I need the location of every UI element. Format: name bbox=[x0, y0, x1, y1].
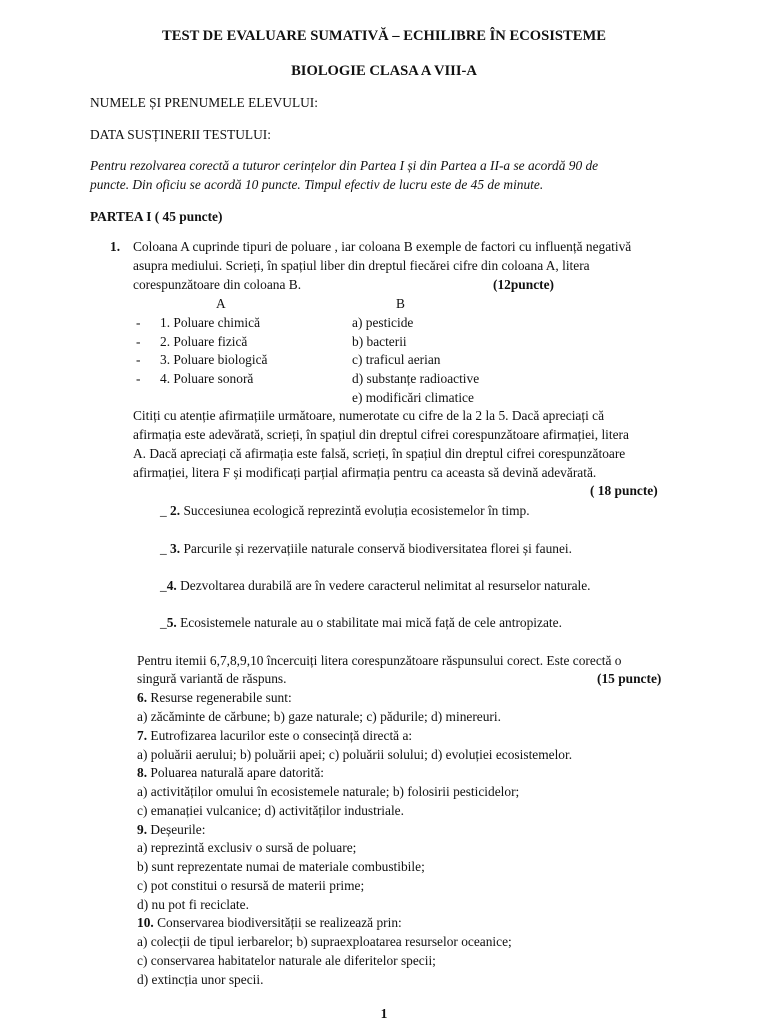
mcq-intro-line-2: singură variantă de răspuns. bbox=[137, 671, 287, 686]
column-b-item: b) bacterii bbox=[352, 334, 407, 349]
answer-blank[interactable]: _ bbox=[160, 503, 171, 518]
statement-number: 3. bbox=[170, 541, 181, 556]
question-number: 10. bbox=[137, 915, 154, 930]
item1-line-2: asupra mediului. Scrieți, în spațiul liber din dreptul fiecărei cifre din coloana A, litera bbox=[133, 258, 590, 273]
question-number: 7. bbox=[137, 728, 148, 743]
truefalse-instructions-line-4: afirmației, litera F și modificați parțial afirmația pentru ca aceasta să devină adevărată. bbox=[133, 465, 597, 480]
answer-blank[interactable]: _ bbox=[160, 615, 167, 630]
question-number: 9. bbox=[137, 822, 148, 837]
answer-options[interactable]: c) conservarea habitatelor naturale ale diferitelor specii; bbox=[137, 953, 436, 968]
question-9 bbox=[137, 821, 205, 840]
statement-text: Parcurile și rezervațiile naturale conservă biodiversitatea florei și faunei. bbox=[180, 541, 572, 556]
instructions-line-2: puncte. Din oficiu se acordă 10 puncte. Timpul efectiv de lucru este de 45 de minute. bbox=[90, 177, 544, 192]
question-6 bbox=[137, 689, 292, 708]
answer-options[interactable]: a) zăcăminte de cărbune; b) gaze naturale; c) pădurile; d) minereuri. bbox=[137, 709, 501, 724]
statement-number: 5. bbox=[166, 615, 177, 630]
column-a-dash: - bbox=[136, 371, 141, 386]
truefalse-instructions-line-3: A. Dacă apreciați că afirmația este falsă, scrieți, în spațiul din dreptul cifrei corespunzătoare bbox=[133, 446, 626, 461]
answer-blank[interactable]: _ bbox=[160, 541, 171, 556]
instructions-line-1: Pentru rezolvarea corectă a tuturor cerințelor din Partea I și din Partea a II-a se acordă 90 de bbox=[90, 158, 599, 173]
answer-blank[interactable]: _ bbox=[160, 578, 167, 593]
question-number: 6. bbox=[137, 690, 148, 705]
statement-text: Ecosistemele naturale au o stabilitate mai mică față de cele antropizate. bbox=[176, 615, 562, 630]
truefalse-statement bbox=[160, 614, 562, 633]
column-a-header: A bbox=[216, 296, 226, 311]
question-8 bbox=[137, 764, 324, 783]
statement-text: Succesiunea ecologică reprezintă evoluția ecosistemelor în timp. bbox=[180, 503, 530, 518]
answer-options[interactable]: a) poluării aerului; b) poluării apei; c) poluării solului; d) evoluției ecosistemelor. bbox=[137, 747, 573, 762]
answer-options[interactable]: c) emanației vulcanice; d) activităților industriale. bbox=[137, 803, 404, 818]
column-b-header: B bbox=[396, 296, 405, 311]
item1-line-3: corespunzătoare din coloana B. bbox=[133, 277, 302, 292]
question-text: Deșeurile: bbox=[147, 822, 206, 837]
truefalse-instructions-line-2: afirmația este adevărată, scrieți, în spațiul din dreptul cifrei corespunzătoare afirmației, litera bbox=[133, 427, 629, 442]
truefalse-statement bbox=[160, 577, 591, 596]
question-7 bbox=[137, 727, 412, 746]
column-a-dash: - bbox=[136, 352, 141, 367]
test-date-label: DATA SUSȚINERII TESTULUI: bbox=[90, 127, 271, 142]
column-b-item: a) pesticide bbox=[352, 315, 414, 330]
statement-number: 4. bbox=[166, 578, 177, 593]
truefalse-instructions-line-1: Citiți cu atenție afirmațiile următoare, numerotate cu cifre de la 2 la 5. Dacă apreciați că bbox=[133, 408, 605, 423]
column-a-dash: - bbox=[136, 315, 141, 330]
question-text: Conservarea biodiversității se realizează prin: bbox=[153, 915, 402, 930]
column-a-item: 2. Poluare fizică bbox=[160, 334, 248, 349]
column-b-item: c) traficul aerian bbox=[352, 352, 441, 367]
mcq-points: (15 puncte) bbox=[597, 671, 662, 686]
answer-options[interactable]: a) activităților omului în ecosistemele naturale; b) folosirii pesticidelor; bbox=[137, 784, 520, 799]
column-a-item: 3. Poluare biologică bbox=[160, 352, 268, 367]
column-a-item: 1. Poluare chimică bbox=[160, 315, 261, 330]
truefalse-statement bbox=[160, 502, 530, 521]
student-name-label: NUMELE ȘI PRENUMELE ELEVULUI: bbox=[90, 95, 318, 110]
question-text: Poluarea naturală apare datorită: bbox=[147, 765, 325, 780]
column-a-dash: - bbox=[136, 334, 141, 349]
page-number: 1 bbox=[380, 1006, 388, 1021]
column-b-item: e) modificări climatice bbox=[352, 390, 474, 405]
question-text: Resurse regenerabile sunt: bbox=[147, 690, 292, 705]
statement-number: 2. bbox=[170, 503, 181, 518]
mcq-intro-line-1: Pentru itemii 6,7,8,9,10 încercuiți litera corespunzătoare răspunsului corect. Este corectă o bbox=[137, 653, 622, 668]
statement-text: Dezvoltarea durabilă are în vedere caracterul nelimitat al resurselor naturale. bbox=[176, 578, 591, 593]
column-a-item: 4. Poluare sonoră bbox=[160, 371, 254, 386]
item1-number: 1. bbox=[110, 239, 121, 254]
question-10 bbox=[137, 914, 402, 933]
item1-points: (12puncte) bbox=[493, 277, 554, 292]
document-subtitle: BIOLOGIE CLASA A VIII-A bbox=[291, 63, 477, 79]
question-number: 8. bbox=[137, 765, 148, 780]
answer-option[interactable]: c) pot constitui o resursă de materii prime; bbox=[137, 878, 365, 893]
answer-option[interactable]: a) reprezintă exclusiv o sursă de poluare; bbox=[137, 840, 357, 855]
answer-options[interactable]: a) colecții de tipul ierbarelor; b) supraexploatarea resurselor oceanice; bbox=[137, 934, 512, 949]
answer-option[interactable]: d) nu pot fi reciclate. bbox=[137, 897, 249, 912]
part1-heading: PARTEA I ( 45 puncte) bbox=[90, 209, 223, 224]
document-title: TEST DE EVALUARE SUMATIVĂ – ECHILIBRE ÎN ECOSISTEME bbox=[161, 28, 606, 44]
truefalse-points: ( 18 puncte) bbox=[590, 483, 658, 498]
answer-options[interactable]: d) extincția unor specii. bbox=[137, 972, 264, 987]
question-text: Eutrofizarea lacurilor este o consecință directă a: bbox=[147, 728, 413, 743]
column-b-item: d) substanțe radioactive bbox=[352, 371, 480, 386]
truefalse-statement bbox=[160, 540, 572, 559]
answer-option[interactable]: b) sunt reprezentate numai de materiale combustibile; bbox=[137, 859, 425, 874]
item1-line-1: Coloana A cuprinde tipuri de poluare , iar coloana B exemple de factori cu influență negativă bbox=[133, 239, 632, 254]
